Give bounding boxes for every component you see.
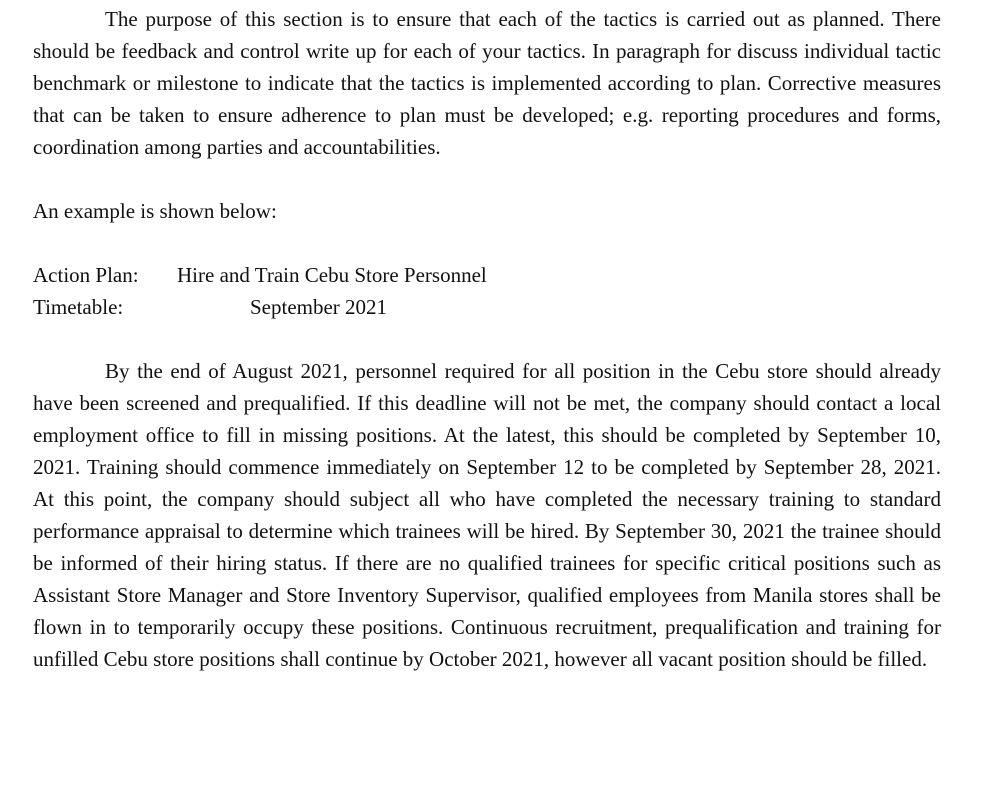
- spacer: [33, 227, 941, 259]
- spacer: [33, 163, 941, 195]
- document-page: [33, 3, 941, 675]
- example-intro: An example is shown below:: [33, 199, 277, 223]
- example-paragraph: By the end of August 2021, personnel required for all position in the Cebu store should already have been screened and prequalified. If this deadline will not be met, the company should contact a local employment office to fill in missing positions. At the latest, this should be completed by September 10, 2021. Training should commence immediately on September 12 to be completed by September 28, 2021. At this point, the company should subject all who have completed the necessary training to standard performance appraisal to determine which trainees will be hired. By September 30, 2021 the trainee should be informed of their hiring status. If there are no qualified trainees for specific critical positions such as Assistant Store Manager and Store Inventory Supervisor, qualified employees from Manila stores shall be flown in to temporarily occupy these positions. Continuous recruitment, prequalification and training for unfilled Cebu store positions shall continue by October 2021, however all vacant position should be filled.: [33, 359, 941, 671]
- action-plan-value: Hire and Train Cebu Store Personnel: [177, 263, 487, 287]
- spacer: [33, 323, 941, 355]
- timetable-label: Timetable:: [33, 295, 124, 319]
- intro-paragraph: The purpose of this section is to ensure that each of the tactics is carried out as planned. There should be feedback and control write up for each of your tactics. In paragraph for discuss individual tactic benchmark or milestone to indicate that the tactics is implemented according to plan. Corrective measures that can be taken to ensure adherence to plan must be developed; e.g. reporting procedures and forms, coordination among parties and accountabilities.: [33, 7, 941, 159]
- timetable-value: September 2021: [250, 295, 388, 319]
- timetable-row: [33, 291, 941, 323]
- action-plan-label: Action Plan:: [33, 263, 139, 287]
- action-plan-row: [33, 259, 941, 291]
